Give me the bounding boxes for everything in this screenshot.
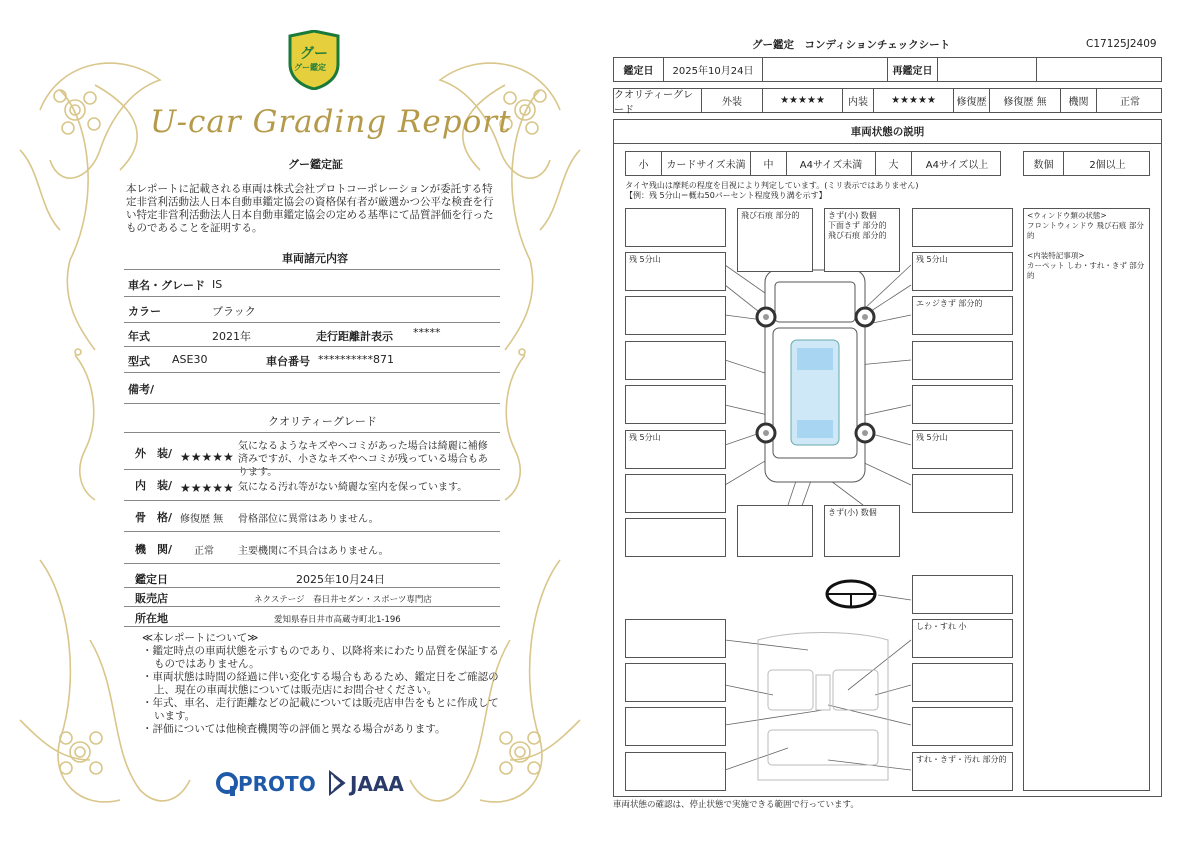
cond-box-int-left-2 bbox=[625, 663, 726, 702]
frame-value: 修復歴 無 bbox=[180, 514, 224, 525]
tire-note-2: 【例：残 5分山＝概ね50パーセント程度残り溝を示す】 bbox=[625, 191, 827, 200]
car-name-value: IS bbox=[212, 278, 223, 291]
script-title: U-car Grading Report bbox=[150, 104, 512, 140]
cond-box-left-3 bbox=[625, 385, 726, 424]
cond-box-steering bbox=[912, 575, 1013, 614]
cond-box-front-center-right: きず(小) 数個 下面きず 部分的 飛び石痕 部分的 bbox=[824, 208, 900, 272]
r-ext-label: 外装 bbox=[702, 89, 763, 112]
mileage-value: ***** bbox=[413, 326, 441, 339]
mileage-label: 走行距離計表示 bbox=[316, 330, 393, 343]
cond-box-int-right-2 bbox=[912, 663, 1013, 702]
frame-desc: 骨格部位に異常はありません。 bbox=[238, 514, 379, 525]
recheck-value bbox=[938, 58, 1037, 81]
cond-box-tire-rl: 残 5分山 bbox=[625, 430, 726, 469]
cond-box-tire-fl: 残 5分山 bbox=[625, 252, 726, 291]
cond-box-left-2 bbox=[625, 341, 726, 380]
engine-value: 正常 bbox=[194, 546, 214, 557]
sheet-code: C17125J2409 bbox=[1086, 38, 1157, 50]
color-label: カラー bbox=[128, 305, 161, 318]
interior-stars: ★★★★★ bbox=[180, 481, 234, 495]
legend-medium-desc: A4サイズ未満 bbox=[787, 152, 876, 175]
notes-title: ≪本レポートについて≫ bbox=[142, 632, 259, 644]
cond-box-rear-center-left bbox=[737, 505, 813, 557]
exterior-label: 外 装/ bbox=[135, 447, 173, 460]
legend-small: 小 bbox=[626, 152, 662, 175]
note-item: ・車両状態は時間の経過に伴い変化する場合もあるため、鑑定日をご確認の上、現在の車両状態については販売店にお問合せください。 bbox=[142, 671, 499, 696]
size-legend bbox=[625, 151, 1001, 176]
recheck-label: 再鑑定日 bbox=[888, 58, 938, 81]
jaaa-logo-text: JAAA bbox=[350, 772, 404, 796]
r-ext-stars: ★★★★★ bbox=[763, 89, 843, 112]
r-date-label: 鑑定日 bbox=[614, 58, 664, 81]
interior-label: 内 装/ bbox=[135, 479, 173, 492]
cond-box-int-left-1 bbox=[625, 619, 726, 658]
date-label: 鑑定日 bbox=[135, 573, 168, 586]
address-value: 愛知県春日井市高蔵寺町北1-196 bbox=[274, 615, 401, 625]
exterior-desc: 気になるようなキズやヘコミがあった場合は綺麗に補修済みですが、小さなキズやヘコミが残っている場合もあります。 bbox=[238, 441, 488, 478]
cond-box-edge: エッジきず 部分的 bbox=[912, 296, 1013, 335]
cond-box-tire-rr: 残 5分山 bbox=[912, 430, 1013, 469]
model-value: ASE30 bbox=[172, 353, 208, 366]
date-row bbox=[613, 57, 1162, 82]
emblem-label: グー鑑定 bbox=[294, 63, 326, 72]
interior-desc: 気になる汚れ等がない綺麗な室内を保っています。 bbox=[238, 482, 468, 493]
section-title: 車両状態の説明 bbox=[613, 119, 1162, 144]
year-label: 年式 bbox=[128, 330, 150, 343]
engine-label: 機 関/ bbox=[135, 543, 173, 556]
engine-desc: 主要機関に不具合はありません。 bbox=[238, 546, 389, 557]
r-repair-label: 修復歴 bbox=[954, 89, 990, 112]
report-notes bbox=[142, 632, 502, 736]
cond-box-front-center-left: 飛び石痕 部分的 bbox=[737, 208, 813, 272]
cond-box-int-right-3 bbox=[912, 707, 1013, 746]
legend-large: 大 bbox=[876, 152, 912, 175]
cond-box-left-5 bbox=[625, 518, 726, 557]
r-engine-label: 機関 bbox=[1061, 89, 1097, 112]
dealer-value: ネクステージ 春日井セダン・スポーツ専門店 bbox=[254, 595, 432, 605]
date-value: 2025年10月24日 bbox=[296, 573, 385, 586]
color-value: ブラック bbox=[212, 305, 256, 318]
frame-label: 骨 格/ bbox=[135, 511, 173, 524]
cond-box-int-right-4: すれ・きず・汚れ 部分的 bbox=[912, 752, 1013, 791]
legend-small-desc: カードサイズ未満 bbox=[662, 152, 751, 175]
count-legend bbox=[1023, 151, 1150, 176]
proto-logo-text: PROTO bbox=[238, 772, 316, 796]
year-value: 2021年 bbox=[212, 330, 251, 343]
legend-large-desc: A4サイズ以上 bbox=[925, 160, 989, 171]
cond-box-left-4 bbox=[625, 474, 726, 513]
cond-box-tire-fr: 残 5分山 bbox=[912, 252, 1013, 291]
chassis-value: **********871 bbox=[318, 353, 394, 366]
cond-box-left-1 bbox=[625, 296, 726, 335]
r-repair-value: 修復歴 無 bbox=[990, 89, 1061, 112]
cond-box-right-4 bbox=[912, 474, 1013, 513]
car-name-label: 車名・グレード bbox=[128, 279, 205, 292]
cond-box-front-right bbox=[912, 208, 1013, 247]
r-quality-label: クオリティーグレード bbox=[614, 89, 702, 112]
sheet-title: グー鑑定 コンディションチェックシート bbox=[752, 39, 951, 51]
address-label: 所在地 bbox=[135, 612, 168, 625]
count-label: 数個 bbox=[1024, 152, 1064, 175]
quality-row bbox=[613, 88, 1162, 116]
cond-box-front-left bbox=[625, 208, 726, 247]
tire-note-1: タイヤ残山は摩耗の程度を目視により判定しています。(ミリ表示ではありません) bbox=[625, 181, 919, 190]
cond-box-right-3 bbox=[912, 385, 1013, 424]
quality-title: クオリティーグレード bbox=[268, 415, 377, 428]
cond-box-right-2 bbox=[912, 341, 1013, 380]
count-value: 2個以上 bbox=[1089, 160, 1126, 171]
exterior-stars: ★★★★★ bbox=[180, 450, 234, 464]
window-interior-notes: <ウィンドウ類の状態> フロントウィンドウ 飛び石痕 部分的 <内装特記事項> カーペット しわ・すれ・きず 部分的 bbox=[1023, 208, 1150, 791]
note-item: ・鑑定時点の車両状態を示すものであり、以降将来にわたり品質を保証するものではありません。 bbox=[142, 645, 499, 670]
r-int-stars: ★★★★★ bbox=[874, 89, 954, 112]
cert-body: 本レポートに記載される車両は株式会社プロトコーポレーションが委託する特定非営利活動法人日本自動車鑑定協会の資格保有者が厳選かつ公平な検査を行い特定非営利活動法人日本自動車鑑定協会の定める基準にて品質評価を行ったものであることを証明する。 bbox=[126, 183, 494, 234]
sheet-footer: 車両状態の確認は、停止状態で実施できる範囲で行っています。 bbox=[613, 800, 859, 810]
goo-kantei-emblem bbox=[286, 30, 342, 90]
legend-medium: 中 bbox=[751, 152, 787, 175]
proto-logo-icon bbox=[216, 772, 238, 796]
cond-box-int-left-4 bbox=[625, 752, 726, 791]
svg-text:グー: グー bbox=[300, 46, 328, 62]
r-engine-value: 正常 bbox=[1120, 97, 1140, 108]
r-date-value: 2025年10月24日 bbox=[664, 58, 763, 81]
note-item: ・年式、車名、走行距離などの記載については販売店申告をもとに作成しています。 bbox=[142, 697, 499, 722]
spec-title: 車両諸元内容 bbox=[282, 252, 348, 265]
model-label: 型式 bbox=[128, 355, 150, 368]
cert-title: グー鑑定証 bbox=[288, 158, 343, 171]
r-int-label: 内装 bbox=[843, 89, 874, 112]
cond-box-int-left-3 bbox=[625, 707, 726, 746]
remarks-label: 備考/ bbox=[128, 383, 155, 396]
dealer-label: 販売店 bbox=[135, 592, 168, 605]
note-item: ・評価については他検査機関等の評価と異なる場合があります。 bbox=[142, 723, 446, 735]
chassis-label: 車台番号 bbox=[266, 355, 310, 368]
jaaa-logo-icon bbox=[326, 770, 348, 796]
cond-box-int-right-1: しわ・すれ 小 bbox=[912, 619, 1013, 658]
cond-box-rear-center-right: きず(小) 数個 bbox=[824, 505, 900, 557]
